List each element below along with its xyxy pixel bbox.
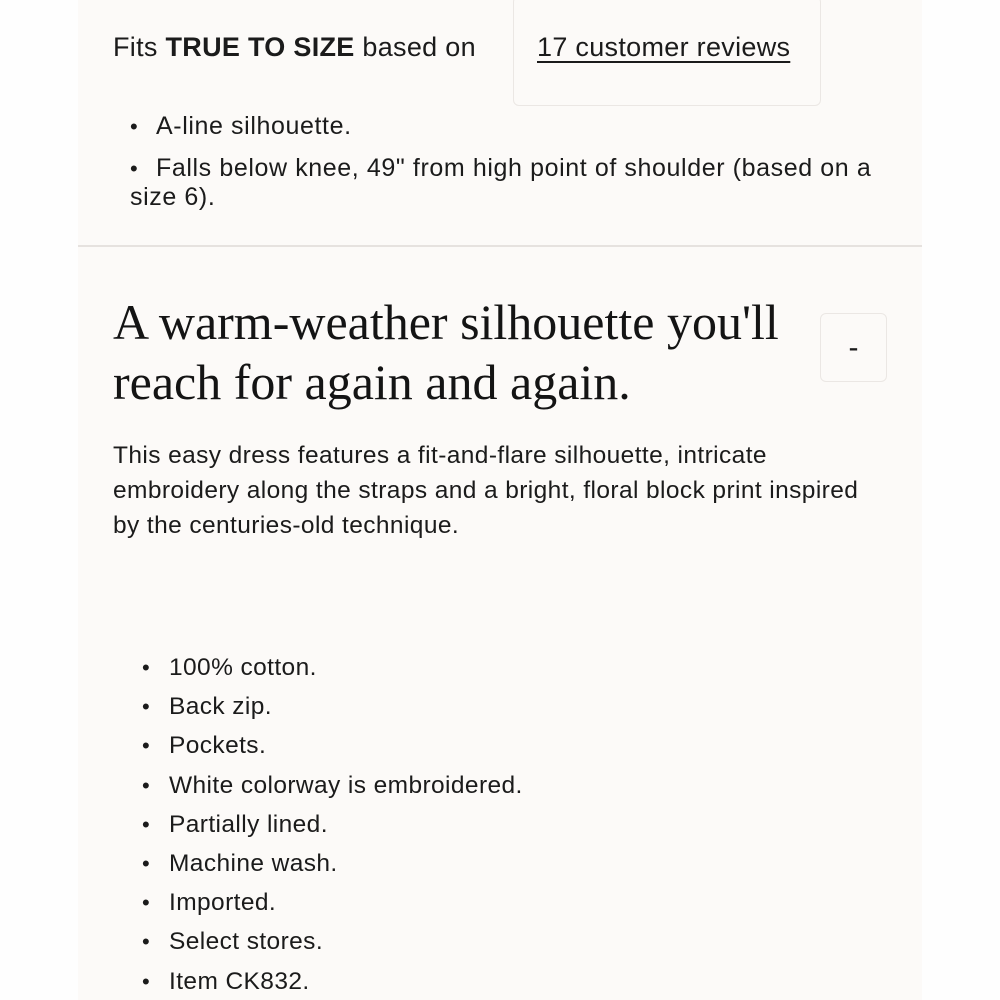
list-item: • Falls below knee, 49" from high point of shoulder (based on a size 6).	[130, 154, 890, 211]
fit-size-label: TRUE TO SIZE	[165, 32, 355, 62]
list-item: • Machine wash.	[142, 844, 842, 883]
fit-notes-list	[130, 112, 890, 224]
page-margin-right	[922, 0, 1000, 1000]
details-headline: A warm-weather silhouette you'll reach for again and again.	[113, 294, 779, 410]
fit-prefix: Fits	[113, 32, 166, 62]
collapse-button[interactable]: -	[820, 313, 887, 382]
list-item: • White colorway is embroidered.	[142, 766, 842, 805]
list-item: • Select stores.	[142, 922, 842, 961]
fit-suffix: based on	[354, 32, 476, 62]
list-item: • Partially lined.	[142, 805, 842, 844]
list-item: • Pockets.	[142, 726, 842, 765]
list-item: • Item CK832.	[142, 962, 842, 1000]
list-item: • A-line silhouette.	[130, 112, 890, 141]
page-margin-left	[0, 0, 78, 1000]
section-divider	[78, 245, 922, 247]
fit-summary	[113, 32, 476, 63]
list-item: • Imported.	[142, 883, 842, 922]
list-item: • Back zip.	[142, 687, 842, 726]
customer-reviews-link[interactable]: 17 customer reviews	[537, 32, 791, 62]
product-details-list	[142, 648, 842, 1000]
list-item: • 100% cotton.	[142, 648, 842, 687]
product-description: This easy dress features a fit-and-flare silhouette, intricate embroidery along the straps and a bright, floral block print inspired by the centuries-old technique.	[113, 442, 859, 539]
